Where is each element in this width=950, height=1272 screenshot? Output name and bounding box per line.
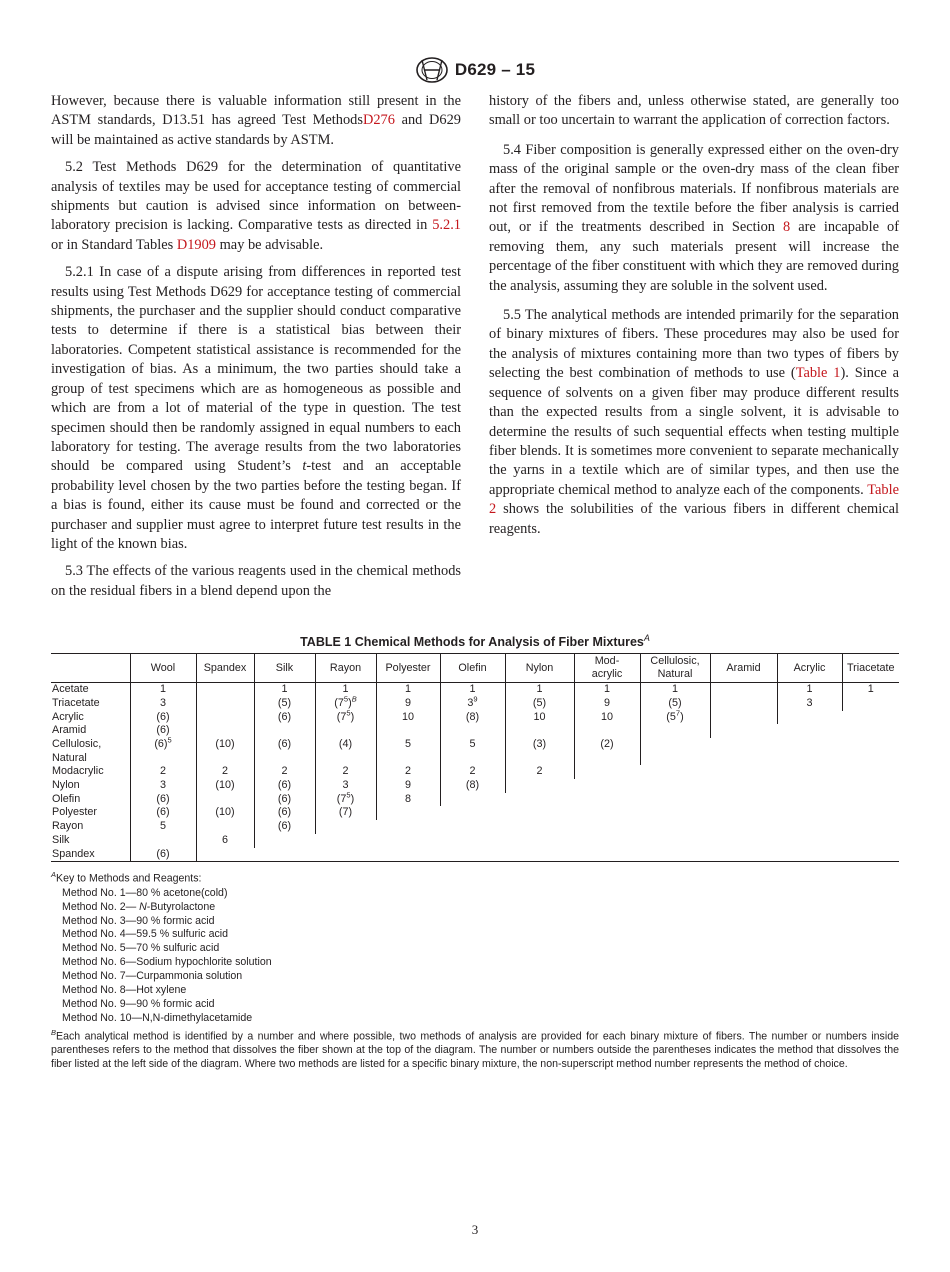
fiber-mixture-table — [51, 653, 899, 862]
column-header: Spandex — [196, 654, 254, 683]
table-row — [51, 711, 899, 725]
table-cell — [196, 683, 254, 697]
table-cell: 2 — [376, 765, 440, 779]
link-d1909[interactable]: D1909 — [176, 236, 217, 253]
table-cell — [574, 724, 640, 738]
column-header: Aramid — [710, 654, 777, 683]
empty-cell — [376, 820, 440, 834]
table-cell: 9 — [376, 779, 440, 793]
empty-cell — [842, 765, 899, 779]
empty-cell — [315, 848, 376, 862]
empty-cell — [440, 848, 505, 862]
table-cell: (6) — [130, 724, 196, 738]
table-cell: 5 — [440, 738, 505, 765]
table-cell — [196, 697, 254, 711]
empty-cell — [640, 779, 710, 793]
row-label: Modacrylic — [52, 765, 104, 778]
table-cell: 3 — [130, 779, 196, 793]
empty-cell — [505, 820, 574, 834]
method-item: Method No. 3—90 % formic acid — [62, 914, 215, 927]
empty-cell — [842, 848, 899, 862]
table-cell — [640, 724, 710, 738]
table-row — [51, 834, 899, 848]
table-cell: 10 — [505, 711, 574, 725]
row-label: Silk — [52, 833, 70, 846]
table-cell: 1 — [254, 683, 315, 697]
table-cell: (6) — [254, 779, 315, 793]
table-cell: 1 — [842, 683, 899, 697]
empty-cell — [315, 820, 376, 834]
empty-cell — [505, 779, 574, 793]
table-cell: (5) — [640, 697, 710, 711]
table-cell: $3^9$ — [440, 697, 505, 711]
table-cell: 1 — [376, 683, 440, 697]
row-label: Acetate — [52, 683, 89, 696]
empty-cell — [710, 820, 777, 834]
empty-cell — [254, 834, 315, 848]
paragraph-5-1-continued: However, because there is valuable information still present in the ASTM standards, D13.51 has agreed Test MethodsD276 and D629 will be maintained as active standards by ASTM. — [51, 93, 461, 148]
table-cell: 5 — [376, 738, 440, 765]
method-list — [51, 887, 899, 1026]
method-item: Method No. 5—70 % sulfuric acid — [62, 942, 220, 955]
empty-cell — [440, 820, 505, 834]
table-row — [51, 793, 899, 807]
row-label: Triacetate — [52, 696, 100, 709]
empty-cell — [315, 834, 376, 848]
method-item: Method No. 10—N,N-dimethylacetamide — [62, 1011, 253, 1024]
row-label: Spandex — [51, 848, 130, 862]
table-cell: (6) — [130, 806, 196, 820]
table-row — [51, 820, 899, 834]
empty-cell — [574, 848, 640, 862]
paragraph-5-4: 5.4 Fiber composition is generally expressed either on the oven-dry mass of the original sample or the oven-dry mass of the clean fiber after the removal of nonfibrous materials. If nonfibrous materials are not first removed from the textile before the fiber analysis is carried out, or if the treatments described in Section 8 are incapable of removing them, any such materials present will increase the percentage of the fiber constituent with which they are removed during the analysis, assuming they are soluble in the solvent used. — [489, 141, 899, 294]
link-table-2[interactable]: Table 2 — [489, 481, 899, 518]
empty-cell — [640, 806, 710, 820]
empty-cell — [842, 793, 899, 807]
table-corner-cell — [51, 654, 130, 683]
table-cell — [196, 820, 254, 834]
empty-cell — [842, 711, 899, 725]
empty-cell — [440, 834, 505, 848]
empty-cell — [574, 806, 640, 820]
empty-cell — [640, 793, 710, 807]
method-item: Method No. 9—90 % formic acid — [62, 997, 215, 1010]
table-cell — [130, 834, 196, 848]
table-cell: $(7^5)$ — [315, 711, 376, 725]
empty-cell — [710, 848, 777, 862]
empty-cell — [710, 779, 777, 793]
empty-cell — [640, 820, 710, 834]
table-cell: 2 — [130, 765, 196, 779]
method-item: Method No. 7—Curpammonia solution — [62, 970, 243, 983]
empty-cell — [842, 779, 899, 793]
table-cell — [196, 711, 254, 725]
table-cell: (10) — [196, 738, 254, 765]
empty-cell — [710, 834, 777, 848]
table-cell: 1 — [640, 683, 710, 697]
right-text-column — [489, 92, 899, 547]
table-cell: 9 — [574, 697, 640, 711]
empty-cell — [842, 834, 899, 848]
column-header: Wool — [130, 654, 196, 683]
empty-cell — [505, 834, 574, 848]
empty-cell — [640, 738, 710, 765]
paragraph-5-5: 5.5 The analytical methods are intended primarily for the separation of binary mixtures of fibers. These procedures may also be used for the analysis of mixtures containing more than two types of fibers by selecting the best combination of methods to use (Table 1). Since a sequence of solvents on a given fiber may produce different results than the expected results from a single solvent, it is advisable to determine the results of such sequential effects when testing multiple fiber blends. It is sometimes more convenient to separate mechanically the yarns in a textile which are of similar types, and then use the appropriate chemical method to analyze each of the components. Table 2 shows the solubilities of the various fibers in different chemical reagents. — [489, 307, 899, 537]
empty-cell — [777, 738, 842, 765]
table-cell: (6) — [254, 738, 315, 765]
column-header: Rayon — [315, 654, 376, 683]
column-header: Nylon — [505, 654, 574, 683]
method-item: Method No. 1—80 % acetone(cold) — [62, 886, 228, 899]
table-cell: (6) — [254, 820, 315, 834]
table-cell: 8 — [376, 793, 440, 807]
table-cell: (4) — [315, 738, 376, 765]
column-header: Silk — [254, 654, 315, 683]
table-1-block — [51, 633, 899, 1072]
empty-cell — [842, 806, 899, 820]
table-cell: (5) — [254, 697, 315, 711]
table-cell — [710, 697, 777, 711]
column-header: Mod- acrylic — [574, 654, 640, 683]
empty-cell — [376, 834, 440, 848]
table-cell: 2 — [505, 765, 574, 779]
column-header: Polyester — [376, 654, 440, 683]
row-label: Acrylic — [52, 710, 84, 723]
table-cell: (2) — [574, 738, 640, 765]
page-header — [0, 56, 950, 84]
empty-cell — [777, 834, 842, 848]
paragraph-5-2-1: 5.2.1 In case of a dispute arising from differences in reported test results using Test Methods D629 for acceptance testing of commercial shipments, the purchaser and the supplier should conduct comparative tests to determine if there is a statistical bias between their laboratories. Competent statistical assistance is recommended for the investigation of bias. As a minimum, the two parties should take a group of test specimens which are as homogeneous as possible and which are from a lot of material of the type in question. The test specimen should then be randomly assigned in equal numbers to each laboratory for testing. The average results from the two laboratories should be compared using Student’s t-test and an acceptable probability level chosen by the two parties before the testing began. If a bias is found, either its cause must be found and corrected or the purchaser and supplier must agree to interpret future test results in the light of the known bias. — [51, 264, 461, 552]
table-cell: (10) — [196, 806, 254, 820]
table-cell: (6) — [254, 806, 315, 820]
table-cell: 6 — [196, 834, 254, 848]
empty-cell — [710, 793, 777, 807]
table-cell: (5) — [505, 697, 574, 711]
table-cell: (8) — [440, 779, 505, 793]
paragraph-5-3-continued: history of the fibers and, unless otherwise stated, are generally too small or too uncertain to warrant the application of correction factors. — [489, 93, 899, 129]
table-cell: 2 — [254, 765, 315, 779]
table-cell: (6) — [130, 793, 196, 807]
table-row — [51, 697, 899, 711]
key-title: $^A$Key to Methods and Reagents: — [51, 870, 202, 885]
paragraph-5-3: 5.3 The effects of the various reagents used in the chemical methods on the residual fibers in a blend depend upon the — [51, 563, 461, 599]
link-5-2-1[interactable]: 5.2.1 — [432, 217, 461, 234]
empty-cell — [505, 848, 574, 862]
empty-cell — [710, 724, 777, 738]
table-cell: (6) — [254, 711, 315, 725]
table-cell: 1 — [505, 683, 574, 697]
column-header: Triacetate — [842, 654, 899, 683]
table-cell: 10 — [574, 711, 640, 725]
row-label: Rayon — [52, 820, 84, 833]
empty-cell — [710, 738, 777, 765]
empty-cell — [842, 820, 899, 834]
row-label: Polyester — [52, 806, 98, 819]
table-cell: 3 — [777, 697, 842, 711]
table-cell: $(5^7)$ — [640, 711, 710, 725]
empty-cell — [574, 820, 640, 834]
table-row — [51, 738, 899, 765]
link-section-8[interactable]: 8 — [783, 219, 791, 236]
table-cell: 1 — [574, 683, 640, 697]
table-cell: 9 — [376, 697, 440, 711]
empty-cell — [777, 765, 842, 779]
table-cell: 2 — [196, 765, 254, 779]
table-cell: 1 — [130, 683, 196, 697]
table-cell — [196, 724, 254, 738]
table-cell: (10) — [196, 779, 254, 793]
row-label: Olefin — [52, 792, 81, 805]
column-header: Olefin — [440, 654, 505, 683]
table-cell: 3 — [130, 697, 196, 711]
table-cell — [710, 711, 777, 725]
table-cell: 2 — [440, 765, 505, 779]
table-cell: $(7^5)$ — [315, 793, 376, 807]
table-cell: 1 — [315, 683, 376, 697]
table-cell: 1 — [777, 683, 842, 697]
column-header: Acrylic — [777, 654, 842, 683]
table-cell: 3 — [315, 779, 376, 793]
row-label: Nylon — [52, 779, 80, 792]
table-row — [51, 765, 899, 779]
empty-cell — [376, 848, 440, 862]
empty-cell — [505, 806, 574, 820]
paragraph-5-2: 5.2 Test Methods D629 for the determination of quantitative analysis of textiles may be used for acceptance testing of commercial shipments but caution is advised since information on between-laboratory precision is lacking. Comparative tests as directed in 5.2.1 or in Standard Tables D1909 may be advisable. — [51, 159, 461, 253]
table-cell — [254, 724, 315, 738]
table-cell: 5 — [130, 820, 196, 834]
empty-cell — [777, 793, 842, 807]
page-number: 3 — [471, 1222, 479, 1237]
table-cell: 2 — [315, 765, 376, 779]
method-item: Method No. 8—Hot xylene — [62, 984, 187, 997]
empty-cell — [574, 793, 640, 807]
table-cell: (6) — [130, 848, 196, 862]
document-designation: D629 – 15 — [454, 60, 536, 79]
empty-cell — [640, 834, 710, 848]
table-notes — [51, 868, 899, 1072]
table-cell: $(7^5)^B$ — [315, 697, 376, 711]
table-row — [51, 724, 899, 738]
empty-cell — [777, 806, 842, 820]
empty-cell — [777, 711, 842, 725]
table-cell: (6) — [130, 711, 196, 725]
empty-cell — [842, 724, 899, 738]
method-item: Method No. 4—59.5 % sulfuric acid — [62, 928, 229, 941]
empty-cell — [574, 765, 640, 779]
empty-cell — [710, 765, 777, 779]
empty-cell — [842, 697, 899, 711]
table-row — [51, 779, 899, 793]
empty-cell — [777, 848, 842, 862]
table-cell: 10 — [376, 711, 440, 725]
table-cell: 1 — [440, 683, 505, 697]
table-row — [51, 848, 899, 862]
column-header: Cellulosic, Natural — [640, 654, 710, 683]
table-cell: (3) — [505, 738, 574, 765]
table-cell — [505, 724, 574, 738]
empty-cell — [196, 848, 254, 862]
empty-cell — [440, 806, 505, 820]
empty-cell — [640, 765, 710, 779]
table-cell — [376, 724, 440, 738]
astm-logo-icon — [415, 56, 449, 84]
empty-cell — [710, 806, 777, 820]
link-d276[interactable]: D276 — [362, 112, 395, 129]
method-item: Method No. 2— N-Butyrolactone — [62, 900, 216, 913]
footnote-b: $^B$Each analytical method is identified by a number and where possible, two methods of analysis are provided for each binary mixture of fibers. The number or numbers inside parentheses refers to the method that dissolves the fiber shown at the top of the diagram. The number or numbers outside the parentheses indicates the method that dissolves the fiber listed at the left side of the diagram. Where two methods are listed for a specific binary mixture, the non-superscript method number represents the method of choice. — [51, 1027, 899, 1071]
empty-cell — [777, 724, 842, 738]
table-title: TABLE 1 Chemical Methods for Analysis of Fiber Mixtures$^A$ — [300, 633, 650, 650]
empty-cell — [574, 834, 640, 848]
empty-cell — [574, 779, 640, 793]
empty-cell — [842, 738, 899, 765]
row-label: Cellulosic, Natural — [52, 737, 102, 764]
row-label: Aramid — [52, 724, 87, 737]
table-cell: (6) — [254, 793, 315, 807]
empty-cell — [440, 793, 505, 807]
table-cell — [440, 724, 505, 738]
table-header-row — [51, 654, 899, 683]
table-cell: (7) — [315, 806, 376, 820]
table-cell — [315, 724, 376, 738]
empty-cell — [777, 779, 842, 793]
table-cell — [196, 793, 254, 807]
empty-cell — [254, 848, 315, 862]
table-cell: (8) — [440, 711, 505, 725]
table-cell — [710, 683, 777, 697]
empty-cell — [505, 793, 574, 807]
empty-cell — [640, 848, 710, 862]
link-table-1[interactable]: Table 1 — [795, 365, 841, 382]
left-text-column — [51, 92, 461, 609]
empty-cell — [376, 806, 440, 820]
empty-cell — [777, 820, 842, 834]
table-cell: $(6)^5$ — [130, 738, 196, 765]
table-row — [51, 806, 899, 820]
method-item: Method No. 6—Sodium hypochlorite solution — [62, 956, 272, 969]
